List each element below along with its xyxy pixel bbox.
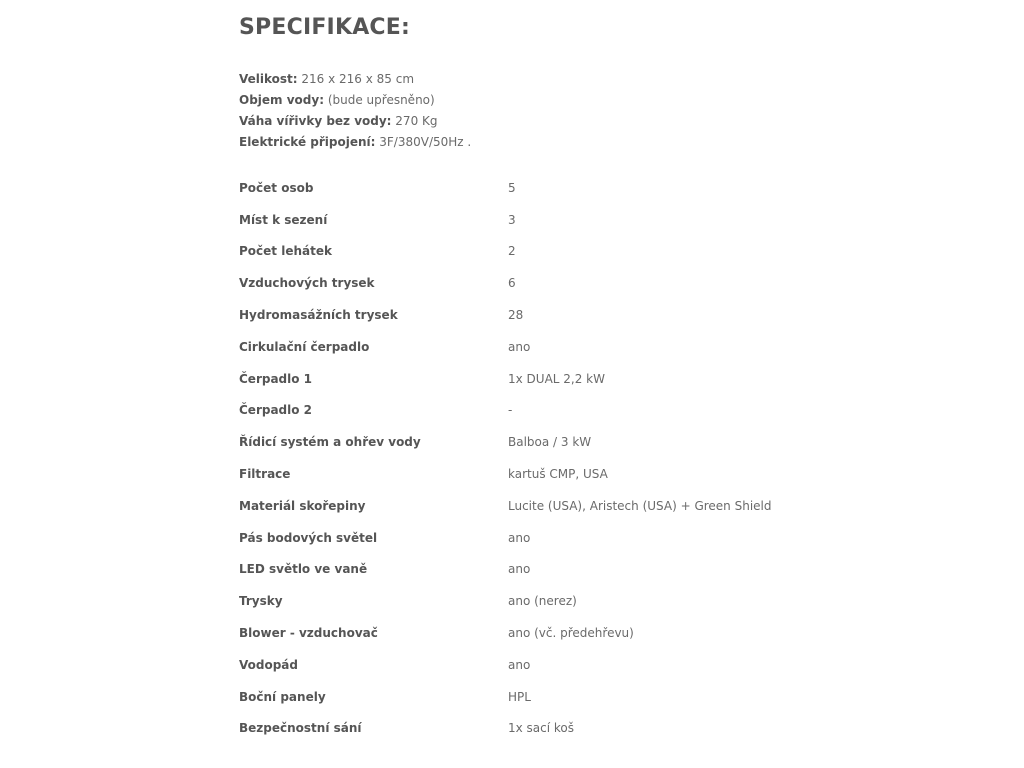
spec-value: Lucite (USA), Aristech (USA) + Green Shield [508, 498, 772, 513]
summary-value: 216 x 216 x 85 cm [297, 72, 415, 86]
spec-value: 2 [508, 244, 516, 259]
spec-label: Počet osob [239, 180, 314, 195]
spec-label: LED světlo ve vaně [239, 562, 368, 577]
summary-row-water-volume [239, 90, 799, 111]
spec-value: ano [508, 562, 531, 577]
table-row [239, 617, 799, 649]
table-row [239, 204, 799, 236]
table-row [239, 236, 799, 268]
spec-label: Pás bodových světel [239, 530, 378, 545]
spec-label: Míst k sezení [239, 212, 328, 227]
summary-block [239, 69, 799, 153]
spec-label: Trysky [239, 594, 283, 609]
table-row [239, 713, 799, 745]
spec-value: 28 [508, 308, 524, 323]
summary-value: (bude upřesněno) [324, 93, 435, 107]
summary-label: Objem vody: [239, 93, 325, 107]
spec-value: Balboa / 3 kW [508, 435, 592, 450]
spec-label: Boční panely [239, 689, 326, 704]
spec-label: Čerpadlo 2 [239, 403, 313, 418]
table-row [239, 458, 799, 490]
spec-value: 1x DUAL 2,2 kW [508, 371, 605, 386]
spec-value: 5 [508, 180, 516, 195]
spec-value: ano [508, 530, 531, 545]
spec-label: Vzduchových trysek [239, 276, 375, 291]
summary-value: 3F/380V/50Hz . [375, 135, 472, 149]
spec-value: ano [508, 657, 531, 672]
spec-value: 6 [508, 276, 516, 291]
summary-row-weight [239, 111, 799, 132]
spec-value: 3 [508, 212, 516, 227]
table-row [239, 299, 799, 331]
summary-row-size [239, 69, 799, 90]
spec-value: 1x sací koš [508, 721, 575, 736]
spec-value: ano [508, 339, 531, 354]
page-title: SPECIFIKACE: [239, 15, 410, 40]
spec-label: Bezpečnostní sání [239, 721, 362, 736]
spec-label: Materiál skořepiny [239, 498, 366, 513]
table-row [239, 554, 799, 586]
table-row [239, 522, 799, 554]
spec-value: HPL [508, 689, 531, 704]
spec-value: kartuš CMP, USA [508, 467, 608, 482]
summary-label: Váha vířivky bez vody: [239, 114, 392, 128]
summary-row-electrical [239, 132, 799, 153]
table-row [239, 681, 799, 713]
spec-value: - [508, 403, 513, 418]
table-row [239, 490, 799, 522]
table-row [239, 172, 799, 204]
spec-label: Čerpadlo 1 [239, 371, 313, 386]
spec-label: Blower - vzduchovač [239, 626, 378, 641]
spec-table [239, 172, 799, 744]
spec-label: Cirkulační čerpadlo [239, 339, 370, 354]
table-row [239, 331, 799, 363]
table-row [239, 267, 799, 299]
summary-label: Velikost: [239, 72, 298, 86]
spec-label: Hydromasážních trysek [239, 308, 398, 323]
spec-value: ano (nerez) [508, 594, 577, 609]
table-row [239, 649, 799, 681]
table-row [239, 395, 799, 427]
spec-label: Řídicí systém a ohřev vody [239, 435, 421, 450]
table-row [239, 363, 799, 395]
table-row [239, 585, 799, 617]
spec-label: Filtrace [239, 467, 291, 482]
spec-label: Vodopád [239, 657, 298, 672]
summary-value: 270 Kg [391, 114, 438, 128]
spec-label: Počet lehátek [239, 244, 332, 259]
table-row [239, 426, 799, 458]
summary-label: Elektrické připojení: [239, 135, 376, 149]
spec-value: ano (vč. předehřevu) [508, 626, 634, 641]
